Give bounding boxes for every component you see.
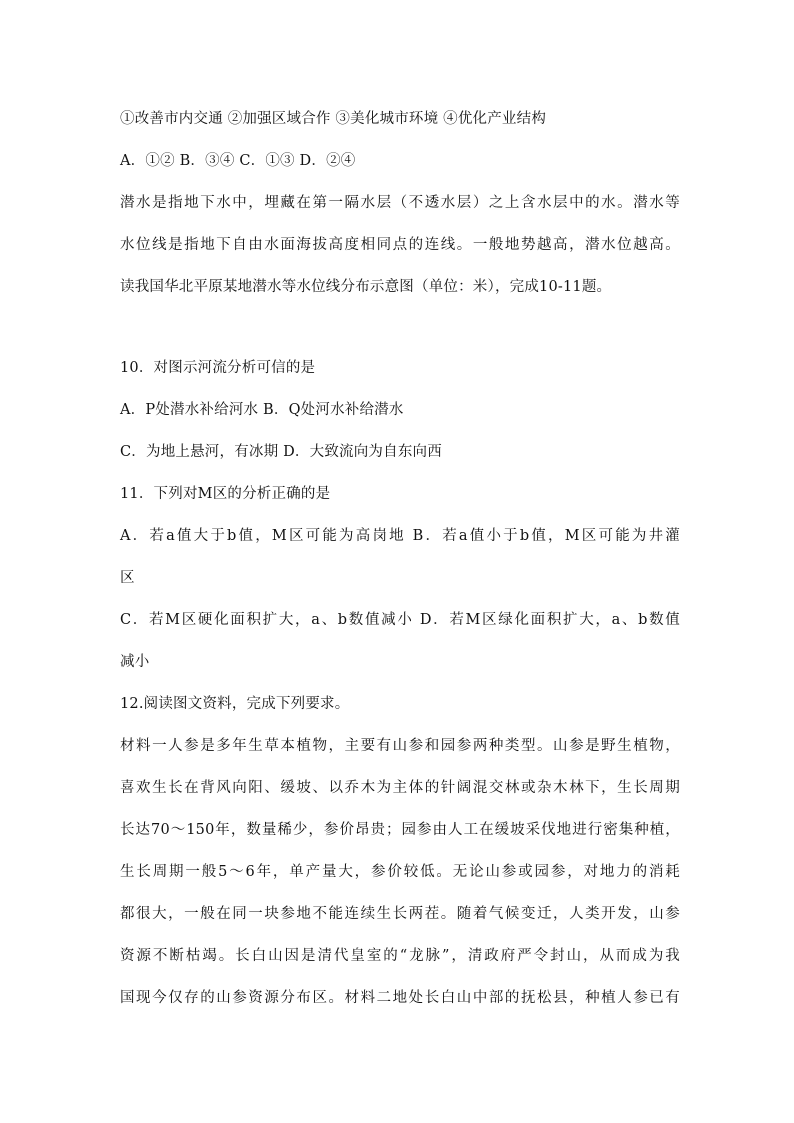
q12-material-line-7: 国现今仅存的山参资源分布区。材料二地处长白山中部的抚松县，种植人参已有 — [120, 990, 680, 1006]
q12-material-line-1: 材料一人参是多年生草本植物，主要有山参和园参两种类型。山参是野生植物， — [120, 738, 680, 754]
q11-options-ab-line-1: A．若a值大于b值，M区可能为高岗地 B．若a值小于b值，M区可能为井灌 — [120, 528, 680, 544]
intro-line-1: 潜水是指地下水中，埋藏在第一隔水层（不透水层）之上含水层中的水。潜水等 — [120, 195, 680, 211]
q9-options: ①改善市内交通 ②加强区域合作 ③美化城市环境 ④优化产业结构 — [120, 111, 547, 127]
q10-options-cd: C．为地上悬河，有冰期 D．大致流向为自东向西 — [120, 444, 442, 460]
q12-material-line-2: 喜欢生长在背风向阳、缓坡、以乔木为主体的针阔混交林或杂木林下，生长周期 — [120, 780, 680, 796]
q10-options-ab: A．P处潜水补给河水 B．Q处河水补给潜水 — [120, 402, 404, 418]
intro-line-2: 水位线是指地下自由水面海拔高度相同点的连线。一般地势越高，潜水位越高。 — [120, 237, 680, 253]
q12-material-line-6: 资源不断枯竭。长白山因是清代皇室的“龙脉”，清政府严令封山，从而成为我 — [120, 948, 680, 964]
q11-stem: 11．下列对M区的分析正确的是 — [120, 486, 331, 502]
q11-options-cd-line-2: 减小 — [120, 654, 150, 670]
q11-options-cd-line-1: C．若M区硬化面积扩大，a、b数值减小 D．若M区绿化面积扩大，a、b数值 — [120, 612, 680, 628]
q12-stem: 12.阅读图文资料，完成下列要求。 — [120, 696, 350, 712]
intro-line-3: 读我国华北平原某地潜水等水位线分布示意图（单位：米），完成10-11题。 — [120, 279, 612, 295]
q10-stem: 10．对图示河流分析可信的是 — [120, 360, 316, 376]
q12-material-line-3: 长达70～150年，数量稀少，参价昂贵；园参由人工在缓坡采伐地进行密集种植， — [120, 822, 680, 838]
q9-answer-choices: A．①② B．③④ C．①③ D．②④ — [120, 153, 356, 169]
q12-material-line-5: 都很大，一般在同一块参地不能连续生长两茬。随着气候变迁，人类开发，山参 — [120, 906, 680, 922]
q12-material-line-4: 生长周期一般5～6年，单产量大，参价较低。无论山参或园参，对地力的消耗 — [120, 864, 680, 880]
q11-options-ab-line-2: 区 — [120, 570, 135, 586]
